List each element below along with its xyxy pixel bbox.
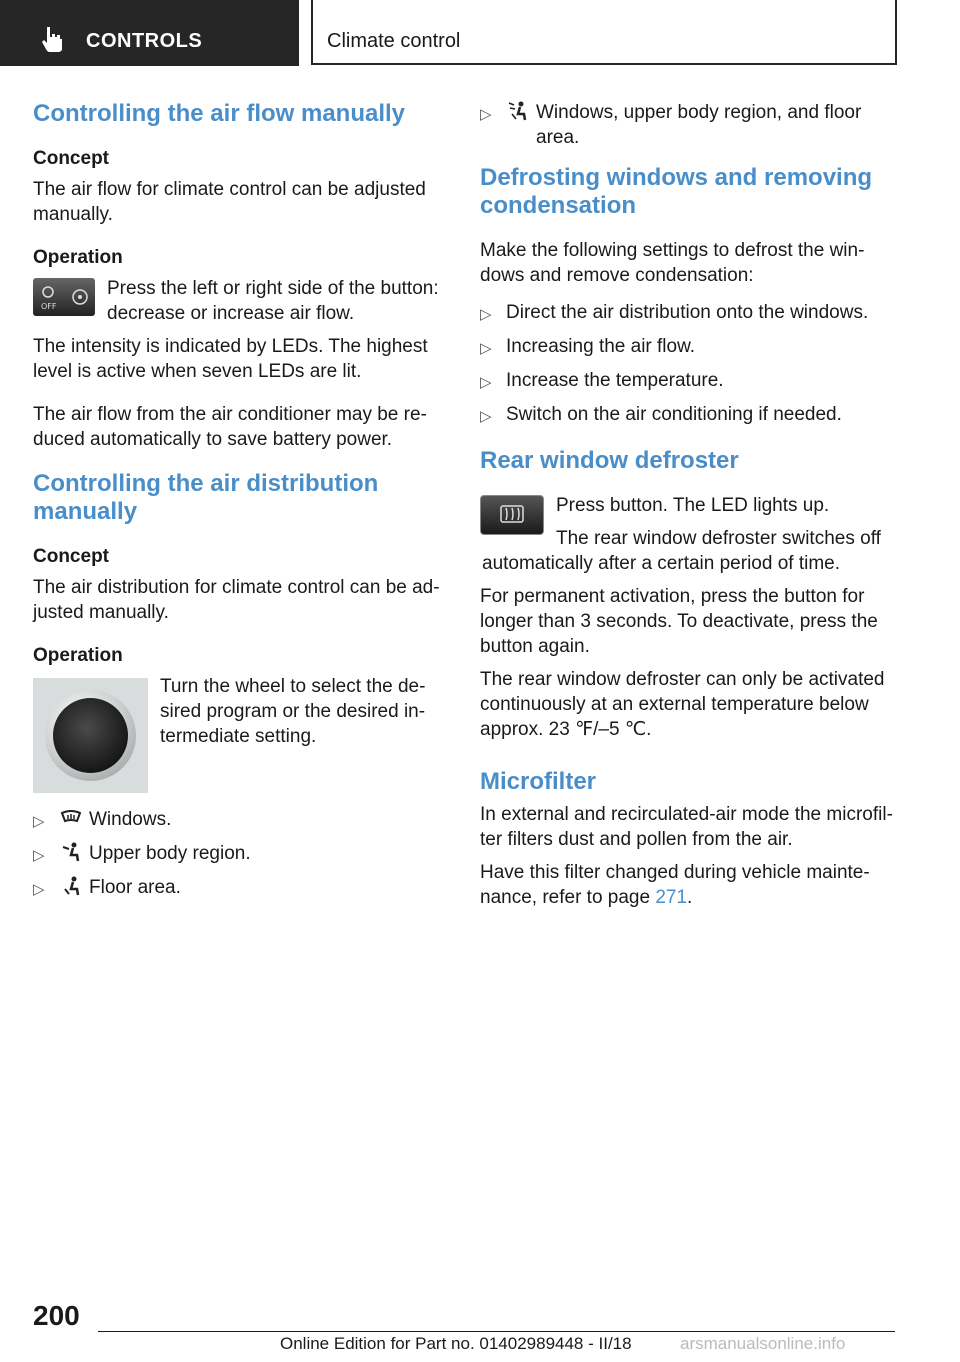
list-item-text: Increasing the air flow. <box>506 336 696 357</box>
subheading-concept: Concept <box>33 546 109 567</box>
heading-distribution: Controlling the air distribution manually <box>33 470 379 525</box>
chapter-title: Climate control <box>327 30 461 52</box>
page-header <box>0 0 960 66</box>
paragraph: Make the following settings to defrost the win-dows and remove condensation: <box>480 240 865 286</box>
pointing-hand-icon <box>38 25 66 53</box>
triangle-bullet-icon: ▷ <box>480 374 492 391</box>
text: . <box>687 887 693 908</box>
heading-rear-defroster: Rear window defroster <box>480 447 739 474</box>
paragraph: The rear window defroster switches off automatically after a certain period of time. <box>482 528 881 574</box>
paragraph: In external and recirculated-air mode the microfil-ter filters dust and pollen from the air. <box>480 804 893 850</box>
text: Have this filter changed during vehicle mainte-nance, refer to page <box>480 862 870 908</box>
list-item-text: Direct the air distribution onto the windows. <box>506 302 869 323</box>
triangle-bullet-icon: ▷ <box>480 408 492 425</box>
floor-air-icon <box>59 875 83 897</box>
chapter-tab[interactable] <box>311 0 897 65</box>
list-item-text: Windows. <box>89 809 172 830</box>
section-tab-controls[interactable] <box>0 0 299 66</box>
paragraph: Press the left or right side of the button: decrease or increase air flow. <box>107 278 439 324</box>
airflow-button-image <box>33 278 95 316</box>
paragraph: The rear window defroster can only be activated continuously at an external temperature below approx. 23 ℉/–5 ℃. <box>480 669 885 740</box>
subheading-concept: Concept <box>33 148 109 169</box>
list-item <box>480 368 895 395</box>
list-item <box>480 402 895 429</box>
list-item <box>480 100 895 150</box>
svg-text:OFF: OFF <box>41 302 57 311</box>
paragraph: Press button. The LED lights up. <box>556 495 830 516</box>
list-item <box>33 807 443 834</box>
list-item-text: Upper body region. <box>89 843 251 864</box>
rear-defrost-icon <box>481 496 543 534</box>
upper-body-air-icon <box>59 841 83 863</box>
list-item <box>480 334 895 361</box>
rear-defroster-button-image <box>480 495 544 535</box>
triangle-bullet-icon: ▷ <box>480 340 492 357</box>
distribution-wheel-image <box>33 678 148 793</box>
left-column <box>33 100 443 910</box>
heading-microfilter: Microfilter <box>480 768 597 795</box>
page-number: 200 <box>33 1300 80 1331</box>
triangle-bullet-icon: ▷ <box>480 306 492 323</box>
section-label: CONTROLS <box>86 30 203 52</box>
list-item-text: Windows, upper body region, and floor area. <box>536 102 862 148</box>
page-reference-link[interactable]: 271 <box>655 887 688 908</box>
watermark: arsmanualsonline.info <box>680 1334 846 1353</box>
right-column <box>480 100 895 918</box>
windows-body-floor-air-icon <box>506 100 530 122</box>
paragraph: For permanent activation, press the button for longer than 3 seconds. To deactivate, press the button again. <box>480 586 878 657</box>
edition-note: Online Edition for Part no. 01402989448 - II/18 <box>280 1334 632 1353</box>
list-item <box>480 300 895 327</box>
distribution-list <box>33 807 443 902</box>
subheading-operation: Operation <box>33 645 123 666</box>
windshield-air-icon <box>59 807 83 829</box>
list-item <box>33 841 443 868</box>
distribution-operation-row <box>33 674 443 793</box>
paragraph: Turn the wheel to select the de-sired program or the desired in-termediate setting. <box>160 676 426 747</box>
subheading-operation: Operation <box>33 247 123 268</box>
triangle-bullet-icon: ▷ <box>33 847 45 864</box>
list-item-text: Floor area. <box>89 877 181 898</box>
list-item <box>33 875 443 902</box>
list-item-text: Increase the temperature. <box>506 370 724 391</box>
rear-defroster-row <box>480 493 895 584</box>
paragraph: The air distribution for climate control can be ad-justed manually. <box>33 577 440 623</box>
list-item-text: Switch on the air conditioning if needed. <box>506 404 842 425</box>
paragraph: The intensity is indicated by LEDs. The highest level is active when seven LEDs are lit. <box>33 336 428 382</box>
fan-icon <box>33 278 95 316</box>
triangle-bullet-icon: ▷ <box>33 813 45 830</box>
heading-defrost: Defrosting windows and removing condensation <box>480 164 873 219</box>
wheel-center <box>53 698 128 773</box>
footer-divider <box>98 1331 895 1332</box>
triangle-bullet-icon: ▷ <box>33 881 45 898</box>
paragraph: The air flow for climate control can be adjusted manually. <box>33 179 426 225</box>
paragraph: The air flow from the air conditioner may be re-duced automatically to save battery power. <box>33 404 427 450</box>
distribution-list-continued <box>480 100 895 150</box>
airflow-operation-row <box>33 276 443 334</box>
triangle-bullet-icon: ▷ <box>480 106 492 123</box>
heading-airflow: Controlling the air flow manually <box>33 100 406 127</box>
paragraph-with-link <box>480 860 895 910</box>
defrost-list <box>480 300 895 429</box>
